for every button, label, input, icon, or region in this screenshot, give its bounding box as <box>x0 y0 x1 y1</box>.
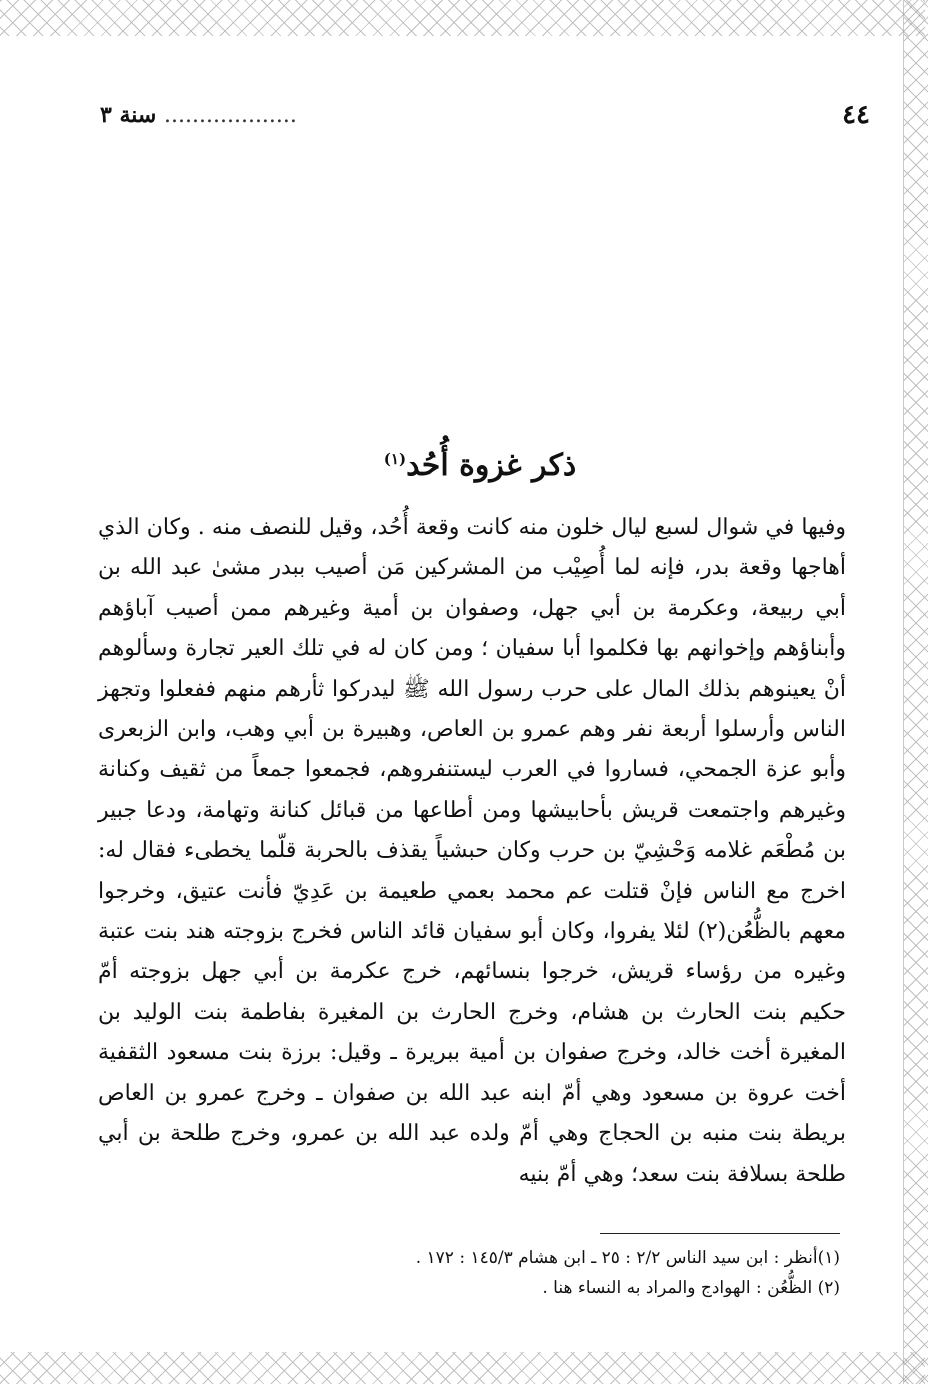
decorative-border-top <box>0 0 925 36</box>
main-paragraph: وفيها في شوال لسبع ليال خلون منه كانت وقعة أُحُد، وقيل للنصف منه . وكان الذي أهاجها وقعة بدر، فإنه لما أُصِيْب من المشركين مَن أصيب ببدر مشىٰ عبد الله بن أبي ربيعة، وعكرمة بن أبي جهل، وصفوان بن أمية وغيرهم ممن أصيب آباؤهم وأبناؤهم وإخوانهم بها فكلموا أبا سفيان ؛ ومن كان له في تلك العير تجارة وسألوهم أنْ يعينوهم بذلك المال على حرب رسول الله ﷺ ليدركوا ثأرهم منهم ففعلوا وتجهز الناس وأرسلوا أربعة نفر وهم عمرو بن العاص، وهبيرة بن أبي وهب، وابن الزبعرى وأبو عزة الجمحي، فساروا في العرب ليستنفروهم، فجمعوا جمعاً من ثقيف وكنانة وغيرهم واجتمعت قريش بأحابيشها ومن أطاعها من قبائل كنانة وتهامة، ودعا جبير بن مُطْعَم غلامه وَحْشِيّ بن حرب وكان حبشياً يقذف بالحربة قلّما يخطىء فقال له: اخرج مع الناس فإنْ قتلت عم محمد بعمي طعيمة بن عَدِيّ فأنت عتيق، وخرجوا معهم بالظُّعُن(٢) لئلا يفروا، وكان أبو سفيان قائد الناس فخرج بزوجته هند بنت عتبة وغيره من رؤساء قريش، خرجوا بنسائهم، خرج عكرمة بن أبي جهل بزوجته أمّ حكيم بنت الحارث بن هشام، وخرج الحارث بن المغيرة بفاطمة بنت الوليد بن المغيرة أخت خالد، وخرج صفوان بن أمية ببريرة ـ وقيل: برزة بنت مسعود الثقفية أخت عروة بن مسعود وهي أمّ ابنه عبد الله بن صفوان ـ وخرج عمرو بن العاص بريطة بنت منبه بن الحجاج وهي أمّ ولده عبد الله بن عمرو، وخرج طلحة بن أبي طلحة بسلافة بنت سعد؛ وهي أمّ بنيه <box>98 515 846 1187</box>
footnote-divider <box>600 1233 840 1234</box>
page-header <box>100 100 870 136</box>
page-number: ٤٤ <box>842 100 870 130</box>
footnotes <box>200 1243 840 1303</box>
running-title <box>100 102 297 128</box>
footnote-2: (٢) الظُّعُن : الهوادج والمراد به النساء هنا . <box>542 1278 840 1298</box>
header-dots: ................... <box>164 103 297 128</box>
chapter-title <box>100 448 860 483</box>
chapter-title-footnote-ref: (١) <box>383 450 407 468</box>
footnote-1: (١)أنظر : ابن سيد الناس ٢/٢ : ٢٥ ـ ابن هشام ١٤٥/٣ : ١٧٢ . <box>415 1248 840 1268</box>
main-text <box>98 508 846 1195</box>
decorative-border-bottom <box>0 1352 925 1384</box>
chapter-title-text: ذكر غزوة أُحُد <box>406 448 577 483</box>
decorative-border-right <box>903 0 928 1384</box>
running-title-text: سنة ٣ <box>100 102 157 128</box>
